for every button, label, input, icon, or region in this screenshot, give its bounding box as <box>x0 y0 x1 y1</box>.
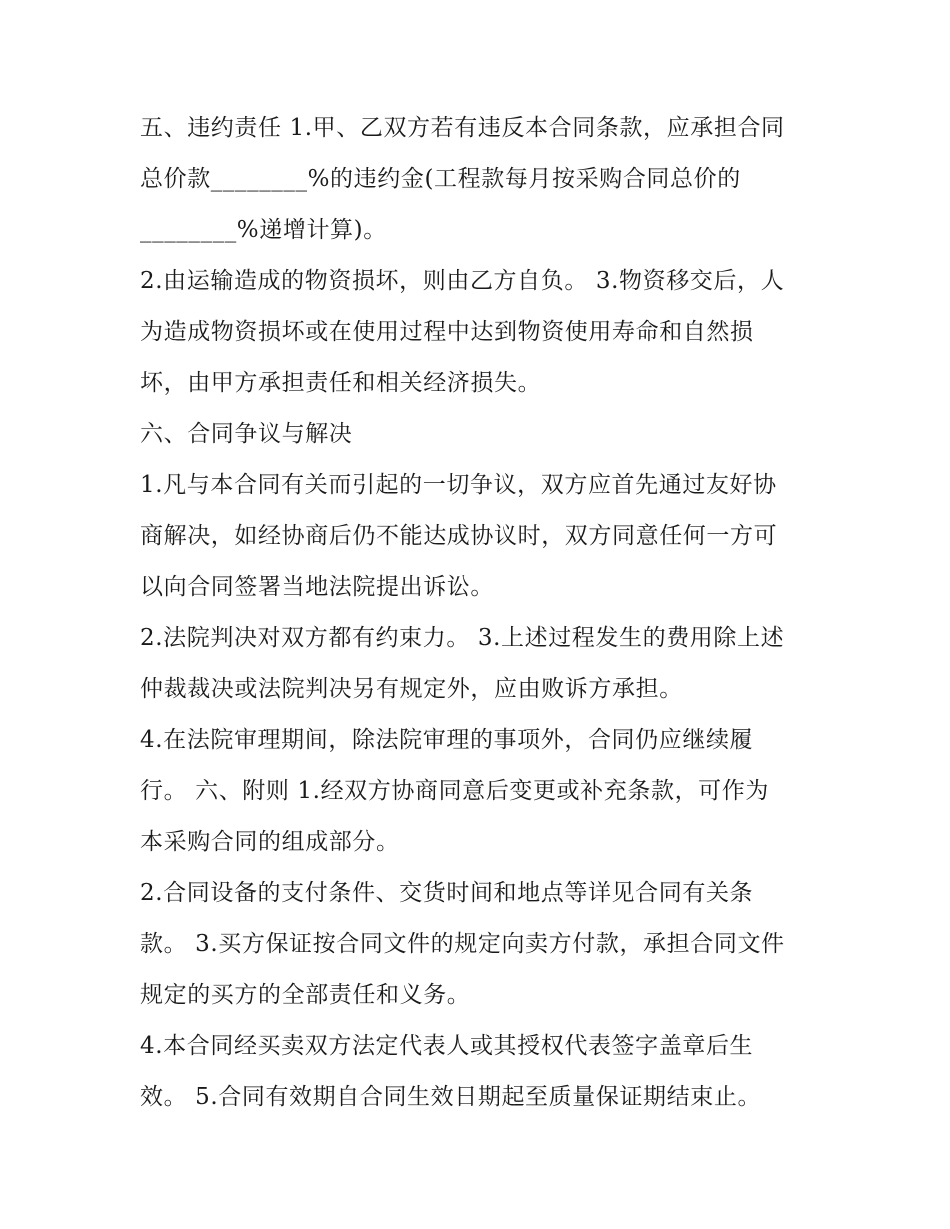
text-line-13: 4.在法院审理期间，除法院审理的事项外，合同仍应继续履 <box>140 727 754 753</box>
document-body <box>140 103 820 1123</box>
text-line-5: 为造成物资损坏或在使用过程中达到物资使用寿命和自然损 <box>140 319 754 345</box>
text-line-15: 本采购合同的组成部分。 <box>140 829 400 855</box>
text-line-9: 商解决，如经协商后仍不能达成协议时，双方同意任何一方可 <box>140 523 778 549</box>
text-line-1: 五、违约责任 1.甲、乙双方若有违反本合同条款，应承担合同 <box>140 115 785 141</box>
text-line-12: 仲裁裁决或法院判决另有规定外，应由败诉方承担。 <box>140 676 683 702</box>
text-line-20: 效。 5.合同有效期自合同生效日期起至质量保证期结束止。 <box>140 1084 762 1110</box>
text-line-11: 2.法院判决对双方都有约束力。 3.上述过程发生的费用除上述 <box>140 625 785 651</box>
text-line-16: 2.合同设备的支付条件、交货时间和地点等详见合同有关条 <box>140 880 754 906</box>
text-line-18: 规定的买方的全部责任和义务。 <box>140 982 471 1008</box>
text-line-6: 坏，由甲方承担责任和相关经济损失。 <box>140 370 542 396</box>
text-line-10: 以向合同签署当地法院提出诉讼。 <box>140 574 494 600</box>
text-line-3: ________%递增计算)。 <box>140 217 387 243</box>
text-line-19: 4.本合同经买卖双方法定代表人或其授权代表签字盖章后生 <box>140 1033 754 1059</box>
text-line-4: 2.由运输造成的物资损坏，则由乙方自负。 3.物资移交后，人 <box>140 268 785 294</box>
text-line-17: 款。 3.买方保证按合同文件的规定向卖方付款，承担合同文件 <box>140 931 785 957</box>
section-heading-dispute: 六、合同争议与解决 <box>140 421 353 447</box>
text-line-8: 1.凡与本合同有关而引起的一切争议，双方应首先通过友好协 <box>140 472 777 498</box>
text-line-2: 总价款________%的违约金(工程款每月按采购合同总价的 <box>140 166 741 192</box>
text-line-14: 行。 六、附则 1.经双方协商同意后变更或补充条款，可作为 <box>140 778 769 804</box>
